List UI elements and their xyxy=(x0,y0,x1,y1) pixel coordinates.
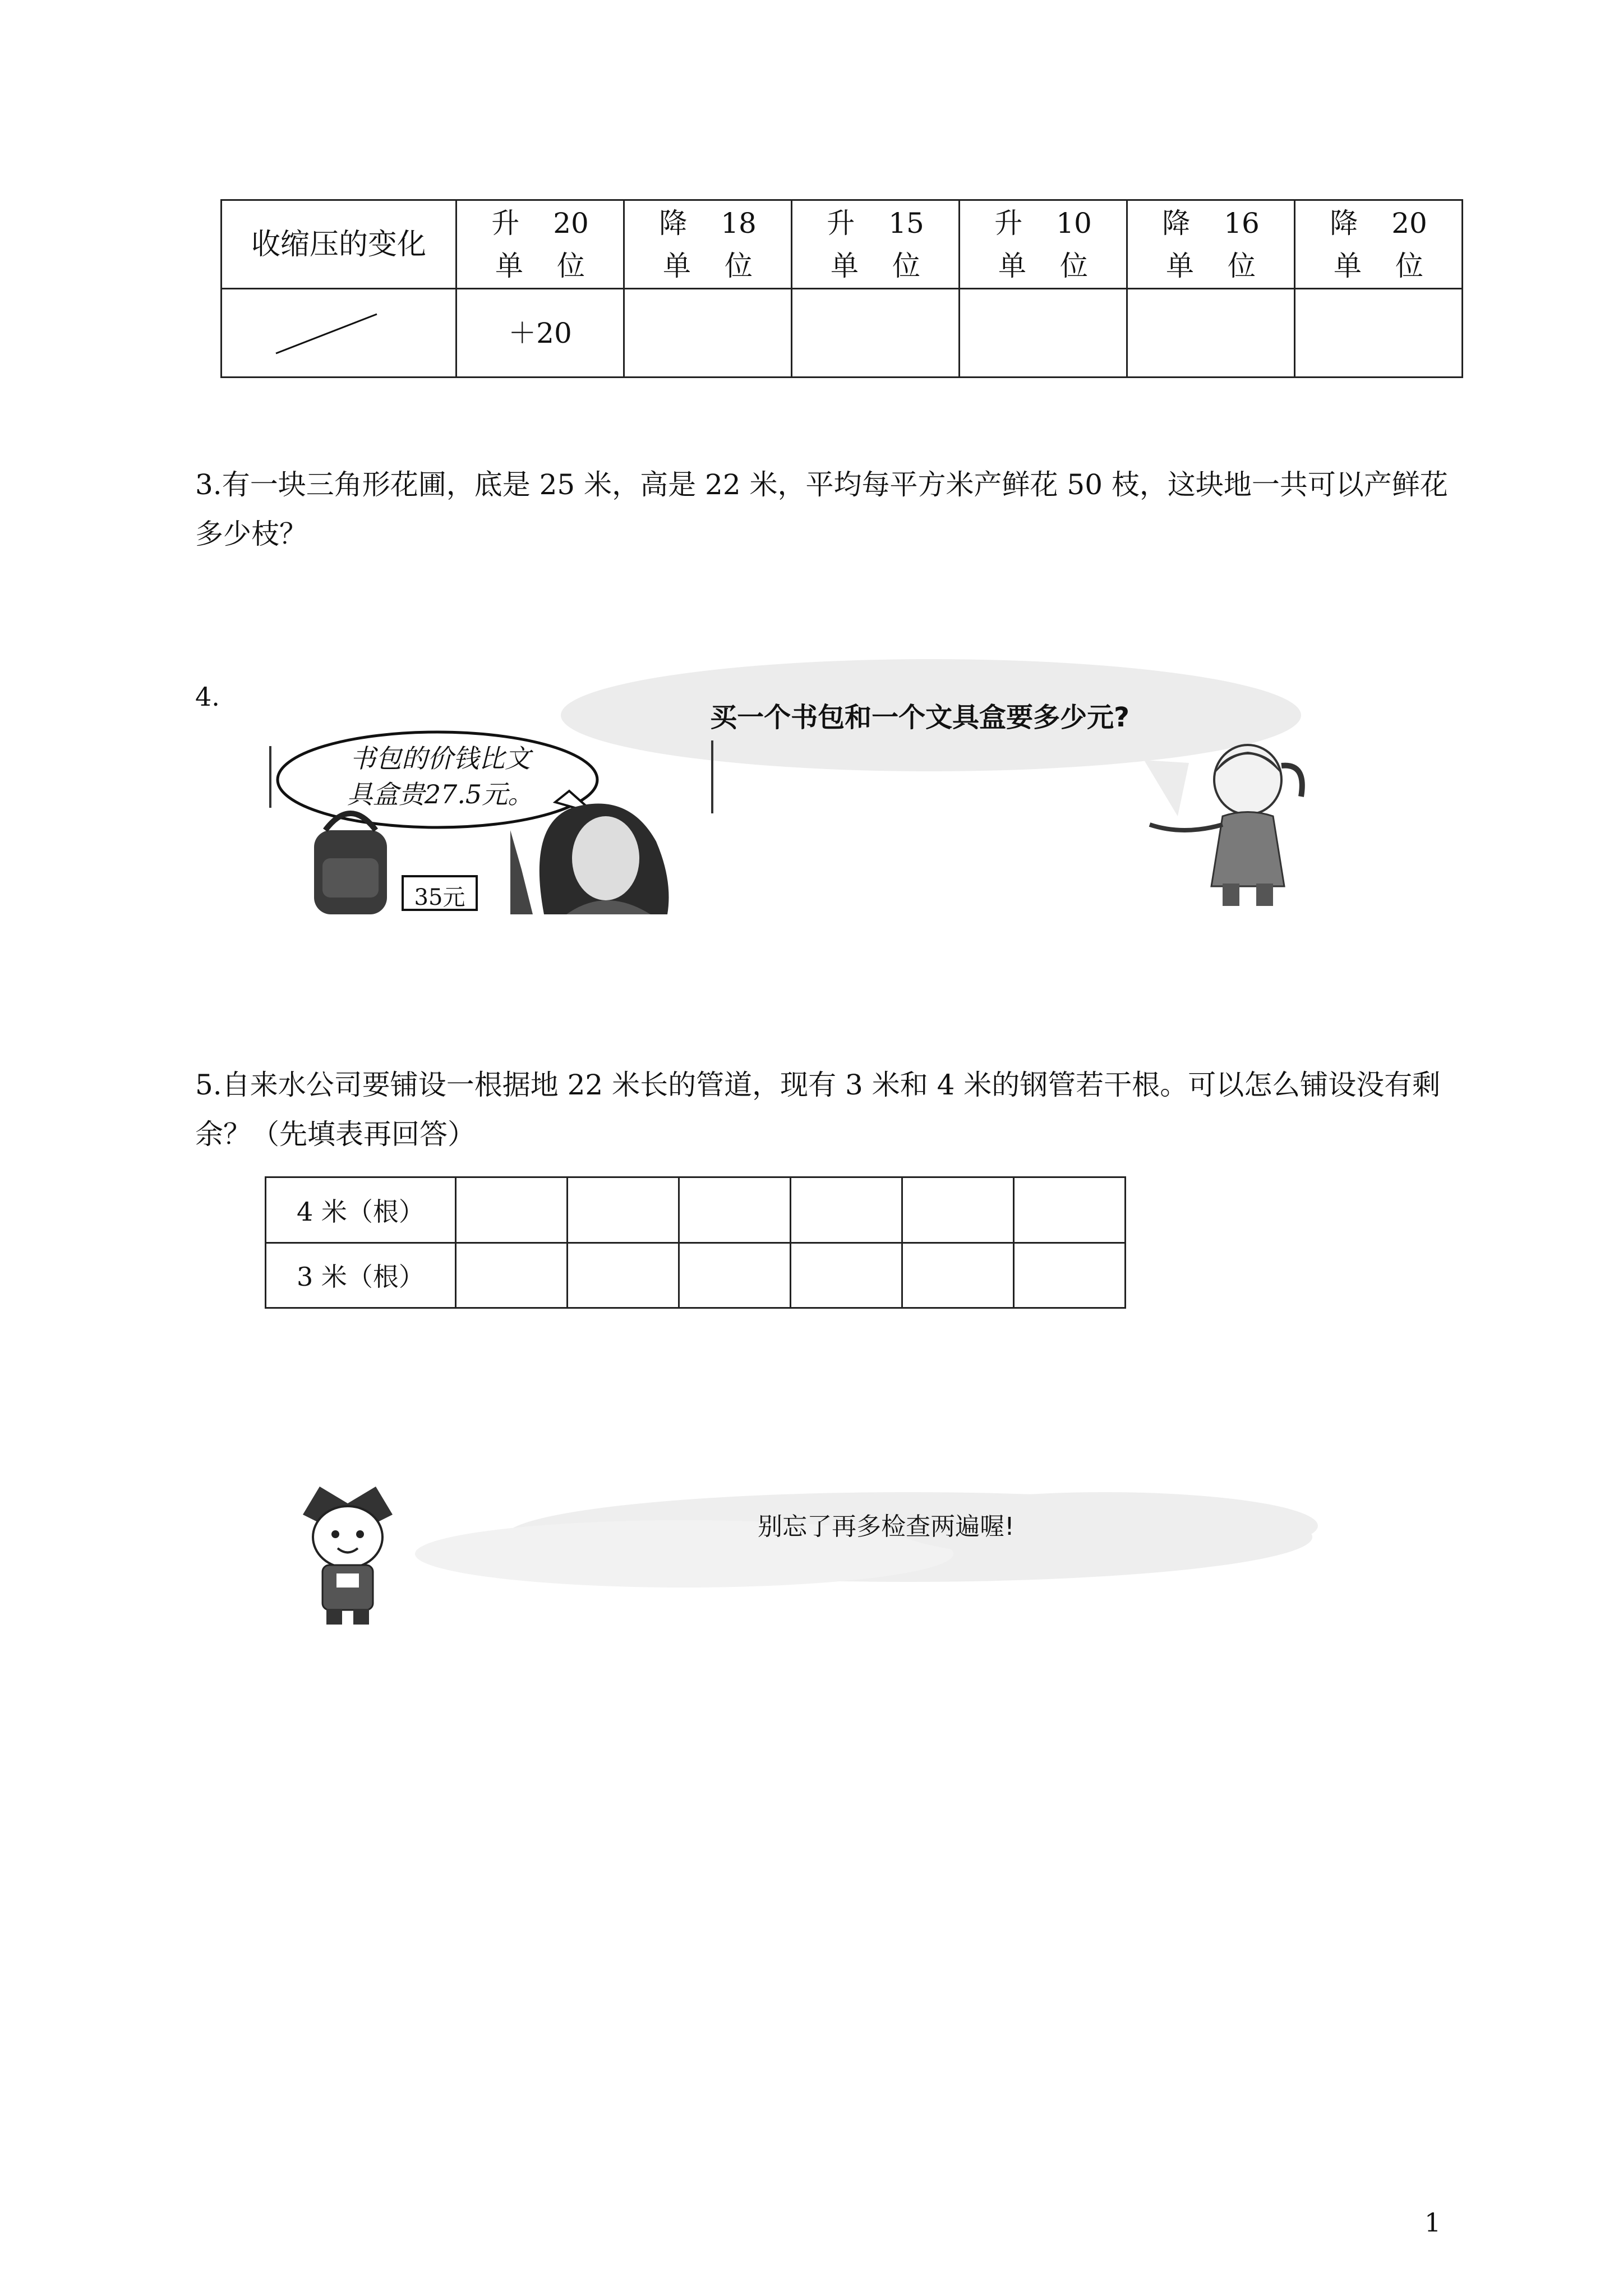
speech-text xyxy=(294,740,586,812)
input-cell[interactable] xyxy=(568,1243,679,1308)
input-cell[interactable] xyxy=(679,1177,791,1243)
answer-cell[interactable]: ＋20 xyxy=(457,289,624,378)
diagonal-cell xyxy=(222,289,457,378)
answer-cell[interactable] xyxy=(624,289,792,378)
answer-cell[interactable] xyxy=(1295,289,1463,378)
pipe-table xyxy=(265,1176,1126,1309)
question-4-number: 4. xyxy=(195,682,220,712)
backpack-icon xyxy=(314,813,387,914)
input-cell[interactable] xyxy=(791,1243,902,1308)
input-cell[interactable] xyxy=(456,1177,568,1243)
column-header: 降 20 单 位 xyxy=(1295,200,1463,289)
input-cell[interactable] xyxy=(1014,1177,1126,1243)
answer-cell[interactable] xyxy=(960,289,1127,378)
speech-line2: 具盒贵27.5元。 xyxy=(347,779,534,809)
input-cell[interactable] xyxy=(679,1243,791,1308)
input-cell[interactable] xyxy=(568,1177,679,1243)
column-header: 降 16 单 位 xyxy=(1127,200,1295,289)
girl-asking-icon xyxy=(1138,740,1324,909)
mascot-icon xyxy=(292,1481,404,1627)
input-cell[interactable] xyxy=(902,1243,1014,1308)
question-5-line1: 5.自来水公司要铺设一根据地 22 米长的管道，现有 3 米和 4 米的钢管若干根。可以怎么铺设没有剩 xyxy=(195,1069,1441,1101)
question-5-line2: 余？（先填表再回答） xyxy=(195,1118,476,1151)
question-5 xyxy=(195,1060,1451,1159)
input-cell[interactable] xyxy=(456,1243,568,1308)
question-3-line2: 多少枝？ xyxy=(195,518,307,550)
column-header: 升 10 单 位 xyxy=(960,200,1127,289)
row-label-3m: 3 米（根） xyxy=(266,1243,456,1308)
column-header: 降 18 单 位 xyxy=(624,200,792,289)
answer-cell[interactable] xyxy=(1127,289,1295,378)
row-label-4m: 4 米（根） xyxy=(266,1177,456,1243)
column-header: 升 20 单 位 xyxy=(457,200,624,289)
diagonal-line xyxy=(270,306,382,362)
row-header: 收缩压的变化 xyxy=(222,200,457,289)
speech-line1: 书包的价钱比文 xyxy=(350,743,531,774)
bubble-question: 买一个书包和一个文具盒要多少元? xyxy=(710,702,1129,733)
reminder-cloud xyxy=(292,1481,1340,1638)
reminder-text: 别忘了再多检查两遍喔! xyxy=(758,1512,1015,1541)
page-number: 1 xyxy=(1424,2207,1441,2238)
column-header: 升 15 单 位 xyxy=(792,200,960,289)
girl-pointing-icon xyxy=(510,804,669,915)
answer-cell[interactable] xyxy=(792,289,960,378)
question-3-line1: 3.有一块三角形花圃，底是 25 米，高是 22 米，平均每平方米产鲜花 50 枝，这块地一共可以产鲜花 xyxy=(195,468,1448,501)
input-cell[interactable] xyxy=(791,1177,902,1243)
price-tag: 35元 xyxy=(414,885,465,910)
input-cell[interactable] xyxy=(1014,1243,1126,1308)
question-3 xyxy=(195,460,1451,559)
input-cell[interactable] xyxy=(902,1177,1014,1243)
blood-pressure-table xyxy=(220,199,1463,378)
